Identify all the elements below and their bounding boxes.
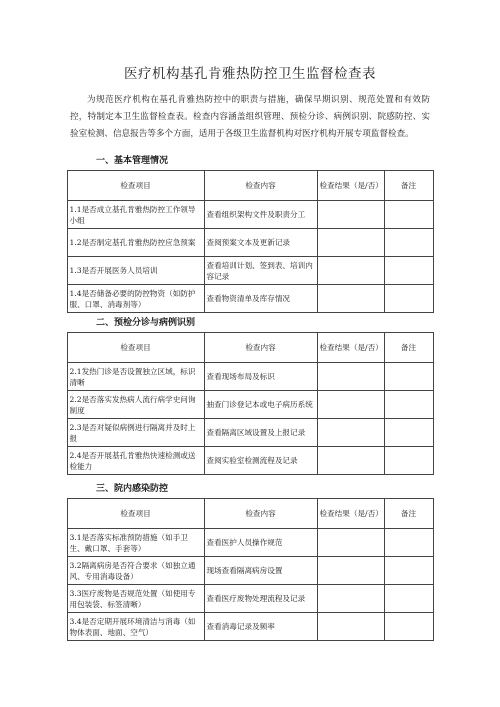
row-result-cell[interactable] [317, 613, 384, 641]
row-result-cell[interactable] [317, 529, 384, 557]
checklist-table-2 [67, 332, 434, 475]
header-item: 检查项目 [67, 171, 204, 201]
row-item: 3.1是否落实标准预防措施（如手卫生、戴口罩、手套等） [67, 529, 204, 557]
row-remark-cell[interactable] [384, 529, 433, 557]
row-item: 1.2是否制定基孔肯雅热防控应急预案 [67, 229, 204, 257]
table-row [67, 391, 433, 419]
header-result: 检查结果（是/否） [317, 333, 384, 363]
row-result-cell[interactable] [317, 285, 384, 313]
row-item: 2.4是否开展基孔肯雅热快速检测或送检能力 [67, 447, 204, 475]
row-item: 2.2是否落实发热病人流行病学史问询制度 [67, 391, 204, 419]
row-item: 1.1是否成立基孔肯雅热防控工作领导小组 [67, 201, 204, 229]
header-content: 检查内容 [204, 171, 317, 201]
header-item: 检查项目 [67, 333, 204, 363]
row-item: 2.3是否对疑似病例进行隔离并及时上报 [67, 419, 204, 447]
table-header-row [67, 333, 433, 363]
row-content: 查看培训计划、签到表、培训内容记录 [204, 257, 317, 285]
row-content: 查看组织架构文件及职责分工 [204, 201, 317, 229]
row-remark-cell[interactable] [384, 285, 433, 313]
table-row [67, 529, 433, 557]
row-remark-cell[interactable] [384, 585, 433, 613]
row-remark-cell[interactable] [384, 557, 433, 585]
row-item: 2.1发热门诊是否设置独立区域，标识清晰 [67, 363, 204, 391]
row-remark-cell[interactable] [384, 391, 433, 419]
row-item: 3.4是否定期开展环境清洁与消毒（如物体表面、地面、空气） [67, 613, 204, 641]
header-item: 检查项目 [67, 499, 204, 529]
header-remark: 备注 [384, 499, 433, 529]
document-title: 医疗机构基孔肯雅热防控卫生监督检查表 [124, 66, 376, 82]
section-title-3: 三、院内感染防控 [96, 484, 169, 494]
row-content: 查看医护人员操作规范 [204, 529, 317, 557]
table-header-row [67, 499, 433, 529]
section-title-2: 二、预检分诊与病例识别 [96, 318, 196, 328]
header-result: 检查结果（是/否） [317, 171, 384, 201]
header-remark: 备注 [384, 171, 433, 201]
row-result-cell[interactable] [317, 201, 384, 229]
header-content: 检查内容 [204, 499, 317, 529]
row-result-cell[interactable] [317, 557, 384, 585]
table-row [67, 585, 433, 613]
row-content: 查看隔离区域设置及上报记录 [204, 419, 317, 447]
row-result-cell[interactable] [317, 257, 384, 285]
table-row [67, 257, 433, 285]
row-content: 查看物资清单及库存情况 [204, 285, 317, 313]
table-row [67, 557, 433, 585]
row-content: 查阅实验室检测流程及记录 [204, 447, 317, 475]
checklist-table-1 [67, 170, 434, 313]
row-remark-cell[interactable] [384, 613, 433, 641]
table-row [67, 613, 433, 641]
row-content: 查看消毒记录及频率 [204, 613, 317, 641]
row-result-cell[interactable] [317, 585, 384, 613]
row-content: 抽查门诊登记本或电子病历系统 [204, 391, 317, 419]
row-content: 查阅预案文本及更新记录 [204, 229, 317, 257]
row-item: 3.3医疗废物是否规范处置（如使用专用包装袋、标签清晰） [67, 585, 204, 613]
row-result-cell[interactable] [317, 363, 384, 391]
row-remark-cell[interactable] [384, 257, 433, 285]
header-content: 检查内容 [204, 333, 317, 363]
row-remark-cell[interactable] [384, 363, 433, 391]
table-row [67, 285, 433, 313]
checklist-table-3 [67, 498, 434, 641]
row-result-cell[interactable] [317, 391, 384, 419]
row-remark-cell[interactable] [384, 447, 433, 475]
row-content: 现场查看隔离病房设置 [204, 557, 317, 585]
header-remark: 备注 [384, 333, 433, 363]
row-content: 查看现场布局及标识 [204, 363, 317, 391]
row-result-cell[interactable] [317, 419, 384, 447]
row-remark-cell[interactable] [384, 201, 433, 229]
table-header-row [67, 171, 433, 201]
table-row [67, 447, 433, 475]
row-result-cell[interactable] [317, 447, 384, 475]
table-row [67, 419, 433, 447]
document-intro: 为规范医疗机构在基孔肯雅热防控中的职责与措施，确保早期识别、规范处置和有效防控，特制定本卫生监督检查表。检查内容涵盖组织管理、预检分诊、病例识别、院感防控、实验室检测、信息报告等多个方面，适用于各级卫生监督机构对医疗机构开展专项监督检查。 [70, 95, 430, 139]
table-row [67, 201, 433, 229]
table-row [67, 229, 433, 257]
row-remark-cell[interactable] [384, 419, 433, 447]
row-item: 1.3是否开展医务人员培训 [67, 257, 204, 285]
row-result-cell[interactable] [317, 229, 384, 257]
section-title-1: 一、基本管理情况 [96, 156, 169, 166]
table-row [67, 363, 433, 391]
row-item: 3.2隔离病房是否符合要求（如独立通风、专用消毒设备） [67, 557, 204, 585]
row-remark-cell[interactable] [384, 229, 433, 257]
header-result: 检查结果（是/否） [317, 499, 384, 529]
row-item: 1.4是否储备必要的防控物资（如防护服、口罩、消毒剂等） [67, 285, 204, 313]
row-content: 查看医疗废物处理流程及记录 [204, 585, 317, 613]
